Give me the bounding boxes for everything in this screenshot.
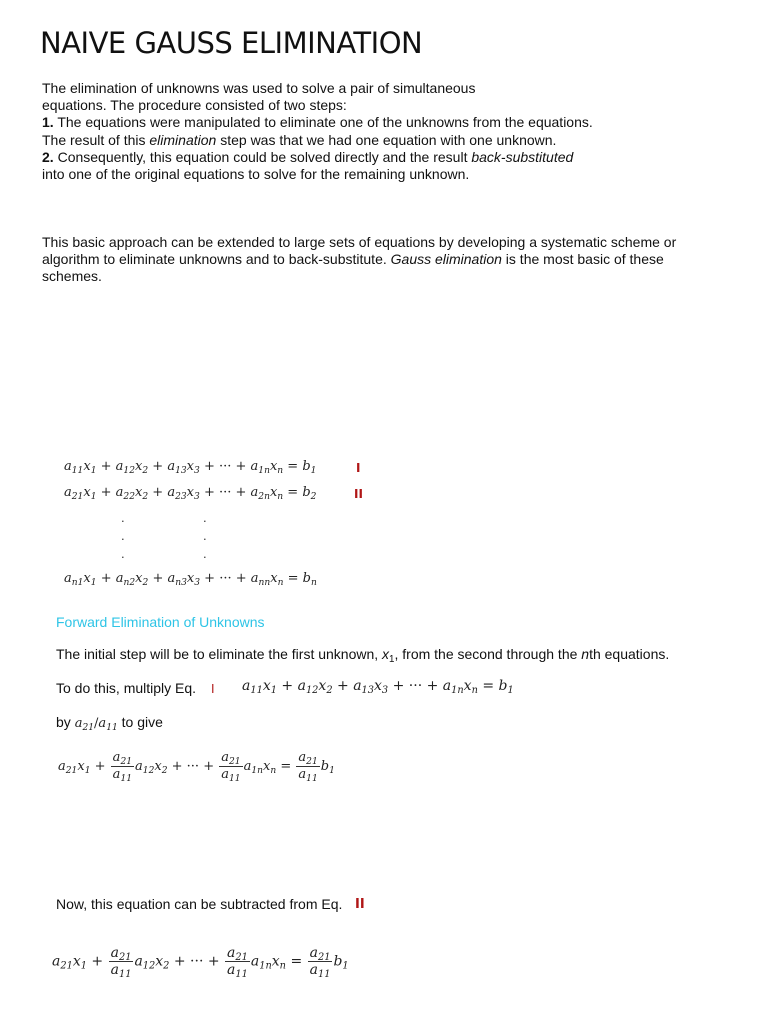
intro-line: equations. The procedure consisted of two steps:	[42, 97, 347, 114]
multiply-text	[56, 680, 196, 696]
fraction: $\frac{a_{21}}{a_{11}}$	[309, 945, 331, 980]
fraction: $\frac{a_{21}}{a_{11}}$	[221, 750, 241, 784]
subtract-text	[56, 896, 342, 912]
subscript: 1	[389, 654, 395, 665]
section-heading: Forward Elimination of Unknowns	[56, 614, 265, 630]
equation-reference: I	[211, 682, 215, 696]
text: th equations.	[589, 646, 670, 662]
text: Now, this equation can be subtracted from Eq.	[56, 896, 343, 912]
intro-paragraph	[42, 80, 593, 183]
step-1-continued	[42, 132, 593, 149]
variable: n	[581, 646, 590, 662]
equation-1-repeat: $a_{11}x_1 + a_{12}x_2 + a_{13}x_3$ + ··· + $a_{1n}x_n = b_1$	[242, 678, 514, 696]
ellipsis-dot: .	[203, 546, 207, 561]
text: To do this, multiply Eq.	[56, 680, 197, 696]
approach-paragraph	[42, 234, 676, 286]
step-1	[42, 114, 593, 131]
fraction: $\frac{a_{21}}{a_{11}}$	[112, 750, 133, 784]
equation-row-n: $a_{n1}x_1 + a_{n2}x_2 + a_{n3}x_3$ + ··· + $a_{nn}x_n = b_n$	[64, 571, 317, 588]
text: is the most basic of these	[501, 251, 664, 268]
fraction: $\frac{a_{21}}{a_{11}}$	[227, 945, 248, 980]
ellipsis-dot: .	[203, 528, 207, 543]
scaled-equation-repeat: $a_{21}x_1$ + $\frac{a_{21}}{a_{11}}$ $a_{12}x_2$ + ··· + $\frac{a_{21}}{a_{11}}$ $a_{1n}x_n$ = $\frac{a_{21}}{a_{11}}$ $b_1$	[52, 945, 349, 980]
emphasis: Gauss elimination	[390, 251, 502, 268]
step-text: Consequently, this equation could be solved directly and the result	[53, 148, 472, 165]
multiplier: $a_{21}/a_{11}$	[74, 716, 118, 733]
initial-step-text	[56, 646, 670, 665]
ellipsis-dot: .	[121, 510, 125, 525]
step-2	[42, 149, 593, 166]
ellipsis-dot: .	[121, 528, 125, 543]
approach-line: schemes.	[42, 268, 102, 285]
equation-label-2: II	[354, 487, 363, 501]
step-number: 1.	[42, 114, 54, 131]
step-text: The equations were manipulated to eliminate one of the unknowns from the equations.	[53, 114, 593, 131]
fraction: $\frac{a_{21}}{a_{11}}$	[298, 750, 318, 784]
text: by	[56, 714, 71, 730]
step-number: 2.	[42, 148, 54, 165]
equation-row-1: $a_{11}x_1 + a_{12}x_2 + a_{13}x_3$ + ··· + $a_{1n}x_n = b_1$	[64, 459, 317, 476]
variable: x	[382, 646, 390, 662]
intro-line: The elimination of unknowns was used to solve a pair of simultaneous	[42, 80, 476, 96]
text: to give	[121, 714, 163, 730]
fraction: $\frac{a_{21}}{a_{11}}$	[110, 945, 132, 980]
approach-line	[42, 251, 676, 268]
equation-row-2: $a_{21}x_1 + a_{22}x_2 + a_{23}x_3$ + ··· + $a_{2n}x_n = b_2$	[64, 485, 317, 502]
step-text: step was that we had one equation with one unknown.	[216, 131, 557, 148]
text: The initial step will be to eliminate the first unknown,	[56, 646, 383, 662]
text: algorithm to eliminate unknowns and to back-substitute.	[42, 251, 391, 268]
page-title: NAIVE GAUSS ELIMINATION	[40, 26, 423, 60]
emphasis: back-substituted	[471, 148, 574, 165]
equation-label-1: I	[356, 461, 361, 475]
step-text: The result of this	[42, 131, 150, 148]
ellipsis-dot: .	[121, 546, 125, 561]
scaled-equation: $a_{21}x_1$ + $\frac{a_{21}}{a_{11}}$ $a_{12}x_2$ + ··· + $\frac{a_{21}}{a_{11}}$ $a_{1n}x_n$ = $\frac{a_{21}}{a_{11}}$ $b_1$	[58, 750, 335, 784]
emphasis: elimination	[149, 131, 217, 148]
ellipsis-dot: .	[203, 510, 207, 525]
step-2-continued: into one of the original equations to solve for the remaining unknown.	[42, 166, 470, 183]
text: , from the second through the	[394, 646, 582, 662]
multiplier-text	[56, 714, 163, 731]
approach-line: This basic approach can be extended to large sets of equations by developing a systematic scheme or	[42, 234, 677, 250]
equation-reference: II	[355, 897, 365, 912]
